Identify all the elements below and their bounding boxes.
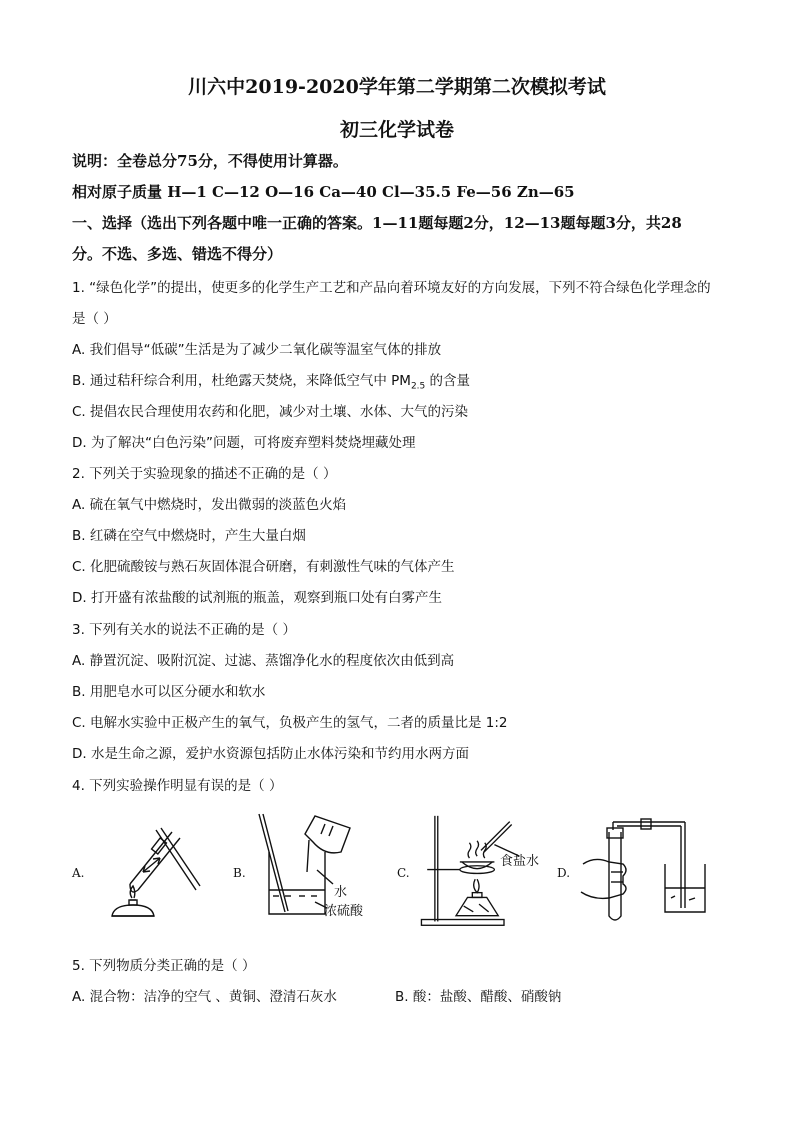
instructions: 说明：全卷总分75分，不得使用计算器。 xyxy=(72,152,348,170)
q4-label-d: D. xyxy=(557,866,571,880)
figure-a-drawing xyxy=(100,812,205,932)
atomic-masses: 相对原子质量 H—1 C—12 O—16 Ca—40 Cl—35.5 Fe—56 Zn—65 xyxy=(72,183,575,201)
q1-stem-line1: 1. “绿色化学”的提出，使更多的化学生产工艺和产品向着环境友好的方向发展，下列不符合绿色化学理念的 xyxy=(72,280,711,296)
q4-stem: 4. 下列实验操作明显有误的是（ ） xyxy=(72,778,283,794)
q1-option-b-post: 的含量 xyxy=(425,373,471,389)
section-heading-line2: 分。不选、多选、错选不得分） xyxy=(72,245,283,263)
q4-figure-a-heating-test-tube xyxy=(100,812,205,932)
q4-label-a: A. xyxy=(72,866,85,880)
q1-option-b-pre: B. 通过秸秆综合利用，杜绝露天焚烧，来降低空气中 PM xyxy=(72,373,411,389)
q2-option-d: D. 打开盛有浓盐酸的试剂瓶的瓶盖，观察到瓶口处有白雾产生 xyxy=(72,590,442,606)
q1-stem-line2: 是（ ） xyxy=(72,311,117,327)
section-heading-line1: 一、选择（选出下列各题中唯一正确的答案。1—11题每题2分，12—13题每题3分，共28 xyxy=(72,214,682,232)
q3-stem: 3. 下列有关水的说法不正确的是（ ） xyxy=(72,622,296,638)
exam-subtitle: 初三化学试卷 xyxy=(339,119,454,141)
q3-option-c: C. 电解水实验中正极产生的氧气，负极产生的氢气，二者的质量比是 1:2 xyxy=(72,715,508,731)
q4-label-b: B. xyxy=(233,866,246,880)
q3-option-d: D. 水是生命之源，爱护水资源包括防止水体污染和节约用水两方面 xyxy=(72,746,469,762)
q1-option-d: D. 为了解决“白色污染”问题，可将废弃塑料焚烧埋藏处理 xyxy=(72,435,416,451)
figure-b-drawing xyxy=(255,812,390,932)
figure-d-drawing xyxy=(575,812,725,932)
q1-option-c: C. 提倡农民合理使用农药和化肥，减少对土壤、水体、大气的污染 xyxy=(72,404,469,420)
exam-title: 川六中2019-2020学年第二学期第二次模拟考试 xyxy=(188,76,606,98)
q1-option-b xyxy=(72,369,470,392)
q5-stem: 5. 下列物质分类正确的是（ ） xyxy=(72,958,256,974)
q1-option-b-subscript: 2.5 xyxy=(410,381,426,392)
q2-option-b: B. 红磷在空气中燃烧时，产生大量白烟 xyxy=(72,528,306,544)
figure-c-drawing xyxy=(415,812,545,932)
q3-option-b: B. 用肥皂水可以区分硬水和软水 xyxy=(72,684,266,700)
q4-figure-b-water-label: 水 xyxy=(334,885,348,900)
q4-label-c: C. xyxy=(397,866,410,880)
q3-option-a: A. 静置沉淀、吸附沉淀、过滤、蒸馏净化水的程度依次由低到高 xyxy=(72,653,455,669)
q1-option-a: A. 我们倡导“低碳”生活是为了减少二氧化碳等温室气体的排放 xyxy=(72,342,442,358)
q2-option-a: A. 硫在氧气中燃烧时，发出微弱的淡蓝色火焰 xyxy=(72,497,347,513)
q5-option-b: B. 酸：盐酸、醋酸、硝酸钠 xyxy=(395,989,562,1005)
q4-figure-b-acid-label: 浓硫酸 xyxy=(324,904,364,919)
q4-figure-c-evaporation xyxy=(415,812,545,932)
q4-figure-b-dilution xyxy=(255,812,390,932)
q4-figure-c-salt-label: 食盐水 xyxy=(500,854,540,869)
q2-stem: 2. 下列关于实验现象的描述不正确的是（ ） xyxy=(72,466,337,482)
q4-figure-d-airtightness xyxy=(575,812,725,932)
q5-option-a: A. 混合物：洁净的空气 、黄铜、澄清石灰水 xyxy=(72,989,337,1005)
q2-option-c: C. 化肥硫酸铵与熟石灰固体混合研磨，有刺激性气味的气体产生 xyxy=(72,559,455,575)
